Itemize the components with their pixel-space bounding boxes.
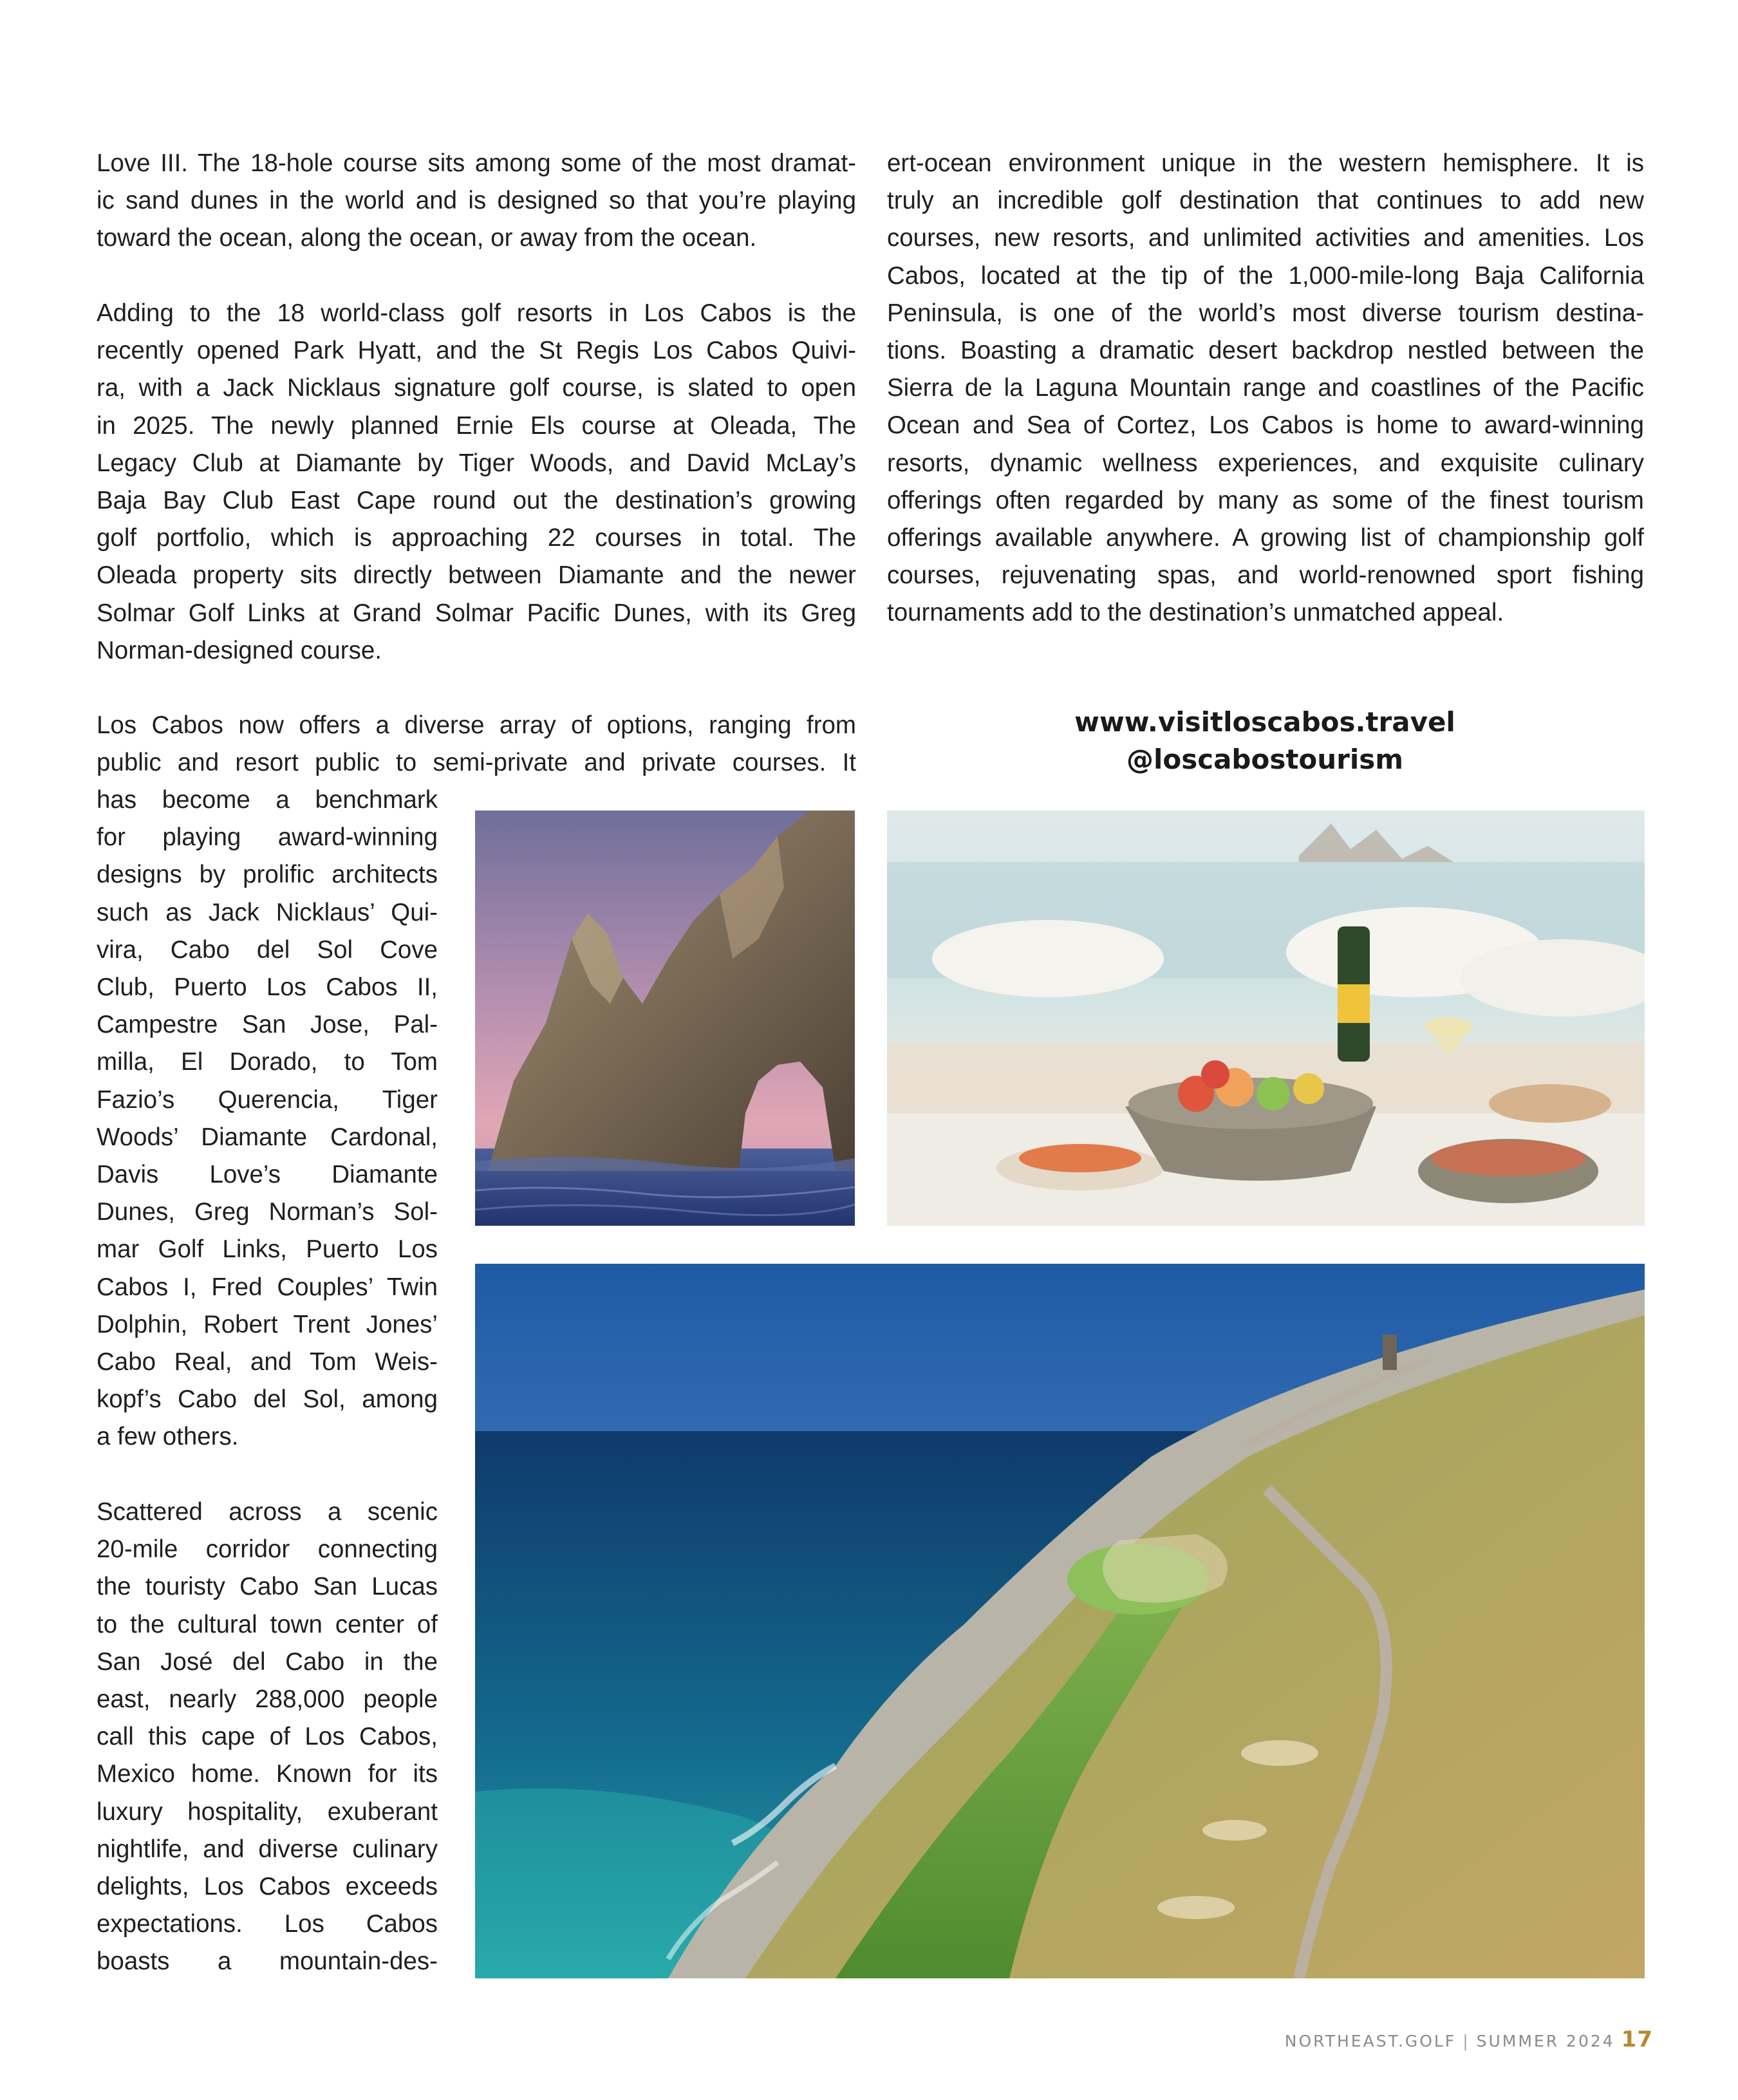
text-line: boasts a mountain-des- — [97, 1947, 438, 1976]
right-para-1 — [887, 145, 1644, 632]
text-line: Legacy Club at Diamante by Tiger Woods, and David McLay’s — [97, 449, 856, 477]
text-line: vira, Cabo del Sol Cove — [97, 935, 438, 964]
text-line: kopf’s Cabo del Sol, among — [97, 1385, 438, 1414]
text-line: 20-mile corridor connecting — [97, 1535, 438, 1564]
text-line: in 2025. The newly planned Ernie Els course at Oleada, The — [97, 411, 856, 440]
text-line: Dunes, Greg Norman’s Sol- — [97, 1198, 438, 1226]
text-line: offerings available anywhere. A growing list of championship golf — [887, 524, 1644, 552]
text-line: tournaments add to the destination’s unmatched appeal. — [887, 599, 1504, 627]
text-line: Baja Bay Club East Cape round out the destination’s growing — [97, 487, 856, 515]
text-line: Dolphin, Robert Trent Jones’ — [97, 1310, 438, 1338]
text-line: Ocean and Sea of Cortez, Los Cabos is home to award-winning — [887, 411, 1644, 440]
text-line: Woods’ Diamante Cardonal, — [97, 1123, 438, 1151]
golf-course-photo — [475, 1264, 1645, 1978]
text-line: mar Golf Links, Puerto Los — [97, 1235, 438, 1264]
arch-rock-photo — [475, 811, 855, 1226]
text-line: milla, El Dorado, to Tom — [97, 1048, 438, 1076]
beach-dining-photo — [887, 811, 1645, 1226]
text-line: public and resort public to semi-private and private courses. It — [97, 749, 856, 777]
page-footer — [1285, 2027, 1653, 2052]
contact-links — [895, 704, 1635, 778]
text-line: nightlife, and diverse culinary — [97, 1835, 438, 1863]
text-line: Campestre San Jose, Pal- — [97, 1011, 438, 1039]
publication-name: NORTHEAST.GOLF — [1284, 2032, 1457, 2050]
text-line: Solmar Golf Links at Grand Solmar Pacific Dunes, with its Greg — [97, 599, 856, 627]
text-line: expectations. Los Cabos — [97, 1910, 438, 1938]
text-line: Cabos I, Fred Couples’ Twin — [97, 1273, 438, 1301]
text-line: such as Jack Nicklaus’ Qui- — [97, 898, 438, 926]
text-line: Peninsula, is one of the world’s most diverse tourism destina- — [887, 299, 1644, 327]
text-line: courses, rejuvenating spas, and world-renowned sport fishing — [887, 561, 1644, 590]
issue-label: SUMMER 2024 — [1476, 2032, 1615, 2050]
text-line: ic sand dunes in the world and is designed so that you’re playing — [97, 187, 856, 215]
text-line: the touristy Cabo San Lucas — [97, 1573, 438, 1601]
text-line: designs by prolific architects — [97, 861, 438, 889]
text-line: ra, with a Jack Nicklaus signature golf course, is slated to open — [97, 374, 856, 402]
text-line: offerings often regarded by many as some of the finest tourism — [887, 486, 1644, 514]
page-number: 17 — [1621, 2027, 1653, 2052]
left-para-4 — [97, 1494, 438, 1981]
text-line: courses, new resorts, and unlimited activities and amenities. Los — [887, 224, 1644, 252]
text-line: east, nearly 288,000 people — [97, 1685, 438, 1714]
text-line: Club, Puerto Los Cabos II, — [97, 973, 438, 1002]
footer-separator: | — [1462, 2032, 1470, 2050]
text-line: Los Cabos now offers a diverse array of options, ranging from — [97, 711, 856, 739]
text-line: a few others. — [97, 1423, 239, 1451]
text-line: luxury hospitality, exuberant — [97, 1797, 438, 1826]
text-line: call this cape of Los Cabos, — [97, 1723, 438, 1751]
text-line: resorts, dynamic wellness experiences, and exquisite culinary — [887, 449, 1644, 477]
text-line: Mexico home. Known for its — [97, 1760, 438, 1788]
text-line: delights, Los Cabos exceeds — [97, 1873, 438, 1901]
left-para-2 — [97, 295, 856, 670]
text-line: Oleada property sits directly between Diamante and the newer — [97, 561, 856, 590]
text-line: Scattered across a scenic — [97, 1498, 438, 1526]
website-link[interactable]: www.visitloscabos.travel — [1074, 706, 1455, 738]
text-line: toward the ocean, along the ocean, or away from the ocean. — [97, 224, 757, 252]
text-line: Fazio’s Querencia, Tiger — [97, 1085, 438, 1114]
text-line: Love III. The 18-hole course sits among some of the most dramat- — [97, 149, 856, 177]
text-line: Davis Love’s Diamante — [97, 1161, 438, 1189]
left-para-3-narrow — [97, 782, 438, 1456]
text-line: Cabo Real, and Tom Weis- — [97, 1348, 438, 1376]
text-line: recently opened Park Hyatt, and the St Regis Los Cabos Quivi- — [97, 337, 856, 365]
text-line: truly an incredible golf destination that continues to add new — [887, 187, 1644, 215]
social-handle[interactable]: @loscabostourism — [1126, 744, 1404, 775]
text-line: Adding to the 18 world-class golf resorts in Los Cabos is the — [97, 299, 856, 327]
text-line: Sierra de la Laguna Mountain range and coastlines of the Pacific — [887, 374, 1644, 402]
text-line: to the cultural town center of — [97, 1610, 438, 1638]
left-para-1 — [97, 145, 856, 258]
text-line: for playing award-winning — [97, 823, 438, 852]
text-line: golf portfolio, which is approaching 22 courses in total. The — [97, 524, 856, 552]
text-line: tions. Boasting a dramatic desert backdrop nestled between the — [887, 337, 1644, 365]
text-line: San José del Cabo in the — [97, 1647, 438, 1676]
text-line: ert-ocean environment unique in the western hemisphere. It is — [887, 149, 1644, 177]
text-line: Norman-designed course. — [97, 636, 382, 664]
text-line: Cabos, located at the tip of the 1,000-mile-long Baja California — [887, 261, 1644, 290]
text-line: has become a benchmark — [97, 786, 438, 814]
left-para-3-wide — [97, 707, 856, 782]
